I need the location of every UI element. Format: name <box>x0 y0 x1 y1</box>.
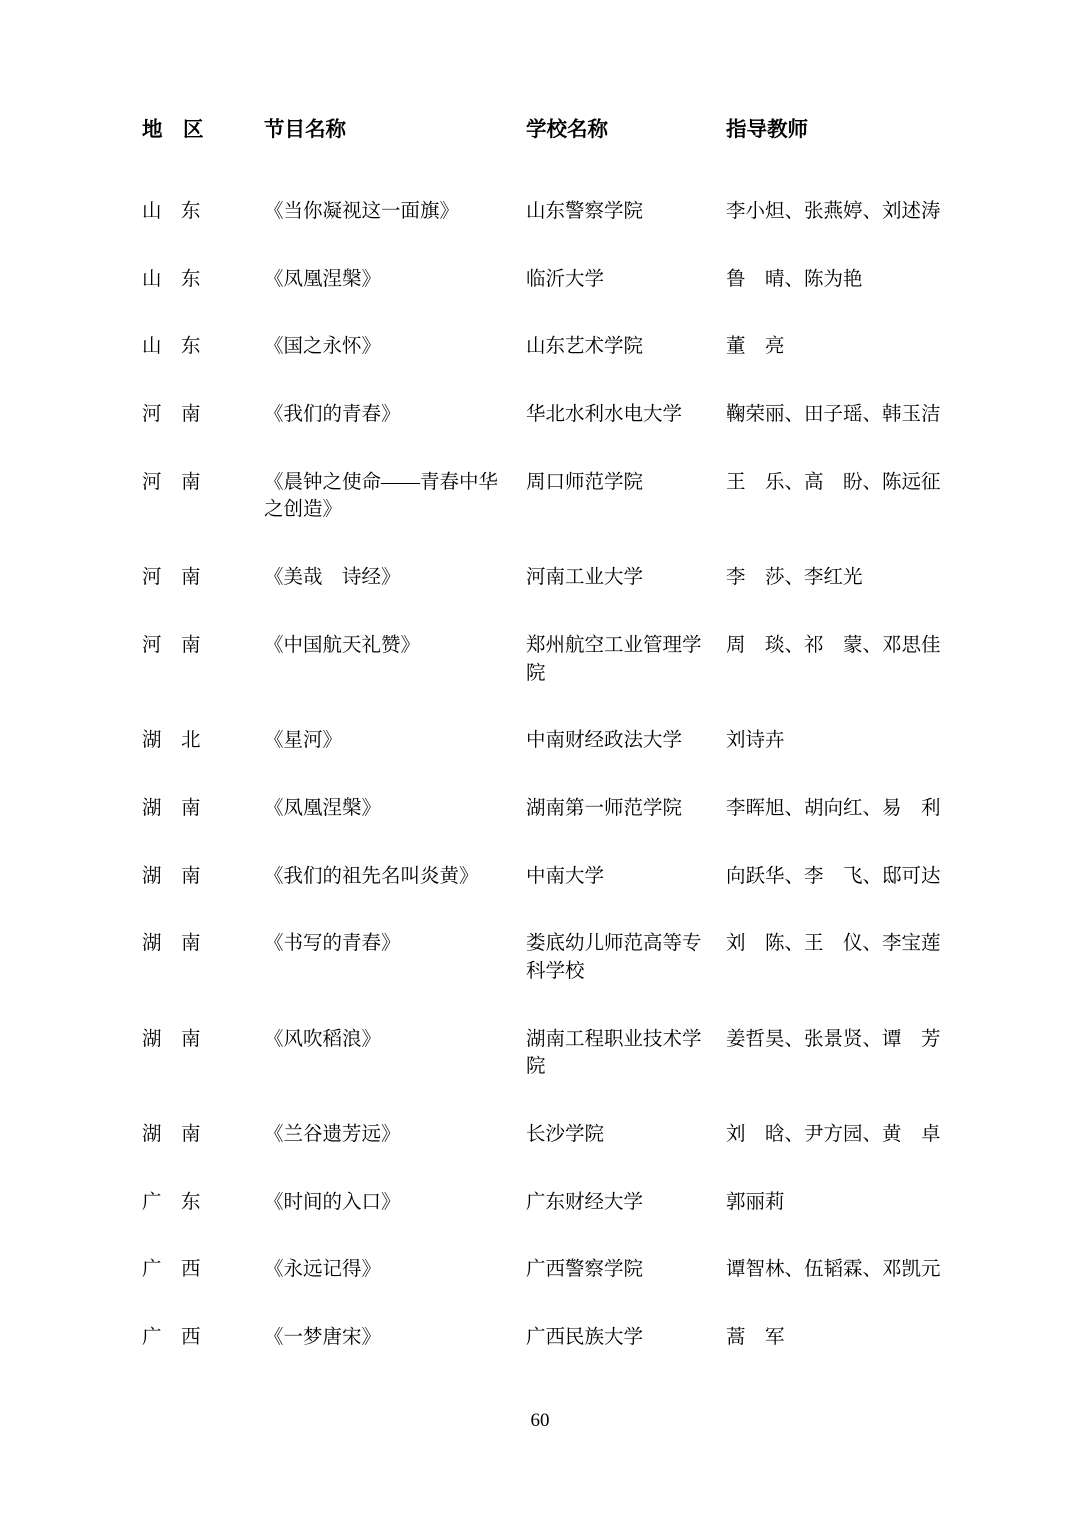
table-row <box>140 632 940 727</box>
cell-program: 《风吹稻浪》 <box>264 1028 382 1050</box>
cell-program: 《凤凰涅槃》 <box>264 268 382 290</box>
cell-program: 《星河》 <box>264 730 343 752</box>
table-row <box>140 266 940 334</box>
cell-region: 广 西 <box>142 1259 201 1281</box>
table-row <box>140 401 940 469</box>
cell-program: 《一梦唐宋》 <box>264 1327 382 1349</box>
cell-school: 周口师范学院 <box>526 471 644 493</box>
table-row <box>140 1026 940 1121</box>
cell-region: 河 南 <box>142 634 201 656</box>
cell-program: 《兰谷遗芳远》 <box>264 1124 401 1145</box>
cell-school: 山东警察学院 <box>526 201 644 222</box>
cell-region: 山 东 <box>142 268 201 290</box>
column-header-program: 节目名称 <box>264 119 346 141</box>
table-row <box>140 1189 940 1257</box>
cell-teacher: 刘 晗、尹方园、黄 卓 <box>726 1124 941 1145</box>
cell-program: 《美哉 诗经》 <box>264 567 401 589</box>
table-row <box>140 863 940 931</box>
table-body <box>140 198 940 1352</box>
cell-school: 河南工业大学 <box>526 567 644 589</box>
cell-school: 郑州航空工业管理学院 <box>526 634 702 684</box>
cell-teacher: 李 莎、李红光 <box>726 567 863 589</box>
cell-region: 河 南 <box>142 404 201 426</box>
column-header-teacher: 指导教师 <box>726 119 808 141</box>
cell-teacher: 刘诗卉 <box>726 730 785 752</box>
page-number: 60 <box>530 1410 550 1431</box>
cell-region: 湖 南 <box>142 1124 201 1145</box>
cell-teacher: 郭丽莉 <box>726 1191 785 1213</box>
cell-program: 《永远记得》 <box>264 1259 382 1281</box>
cell-teacher: 鲁 晴、陈为艳 <box>726 268 863 290</box>
cell-program: 《书写的青春》 <box>264 933 401 955</box>
table-row <box>140 198 940 266</box>
cell-program: 《时间的入口》 <box>264 1191 401 1213</box>
cell-school: 中南财经政法大学 <box>526 730 683 752</box>
cell-school: 临沂大学 <box>526 268 605 290</box>
cell-region: 广 东 <box>142 1191 201 1213</box>
cell-school: 湖南第一师范学院 <box>526 797 683 819</box>
column-header-region: 地 区 <box>142 119 204 141</box>
cell-teacher: 李晖旭、胡向红、易 利 <box>726 797 941 819</box>
cell-region: 湖 南 <box>142 933 201 955</box>
cell-teacher: 鞠荣丽、田子瑶、韩玉洁 <box>726 404 941 426</box>
table-row <box>140 333 940 401</box>
cell-school: 湖南工程职业技术学院 <box>526 1028 702 1078</box>
cell-school: 广西民族大学 <box>526 1327 644 1349</box>
cell-teacher: 蒿 军 <box>726 1327 785 1349</box>
cell-program: 《我们的青春》 <box>264 404 401 426</box>
table-row <box>140 564 940 632</box>
cell-program: 《当你凝视这一面旗》 <box>264 201 460 222</box>
cell-school: 广东财经大学 <box>526 1191 644 1213</box>
table-row <box>140 469 940 564</box>
table-header <box>140 112 940 198</box>
cell-region: 广 西 <box>142 1327 201 1349</box>
cell-program: 《凤凰涅槃》 <box>264 797 382 819</box>
cell-teacher: 李小炟、张燕婷、刘述涛 <box>726 201 941 222</box>
cell-region: 河 南 <box>142 567 201 589</box>
cell-teacher: 刘 陈、王 仪、李宝莲 <box>726 933 941 955</box>
cell-program: 《我们的祖先名叫炎黄》 <box>264 865 479 887</box>
cell-region: 河 南 <box>142 471 201 493</box>
cell-teacher: 谭智林、伍韬霖、邓凯元 <box>726 1259 941 1281</box>
cell-teacher: 周 琰、祁 蒙、邓思佳 <box>726 634 941 656</box>
cell-school: 长沙学院 <box>526 1124 605 1145</box>
cell-teacher: 姜哲昊、张景贤、谭 芳 <box>726 1028 941 1050</box>
award-list-table <box>140 112 940 1352</box>
cell-school: 山东艺术学院 <box>526 336 644 358</box>
table-row <box>140 795 940 863</box>
cell-school: 娄底幼儿师范高等专科学校 <box>526 933 702 982</box>
cell-region: 湖 北 <box>142 730 201 752</box>
cell-region: 山 东 <box>142 201 201 222</box>
table-header-row <box>140 112 940 198</box>
cell-region: 山 东 <box>142 336 201 358</box>
cell-program: 《晨钟之使命——青春中华之创造》 <box>264 471 499 521</box>
cell-teacher: 董 亮 <box>726 336 785 358</box>
table-row <box>140 727 940 795</box>
cell-region: 湖 南 <box>142 797 201 819</box>
table-row <box>140 1121 940 1189</box>
cell-school: 广西警察学院 <box>526 1259 644 1281</box>
table-row <box>140 1256 940 1324</box>
cell-program: 《中国航天礼赞》 <box>264 634 421 656</box>
cell-region: 湖 南 <box>142 865 201 887</box>
cell-school: 中南大学 <box>526 865 605 887</box>
cell-teacher: 王 乐、高 盼、陈远征 <box>726 471 941 493</box>
table-row <box>140 1324 940 1352</box>
cell-teacher: 向跃华、李 飞、邸可达 <box>726 865 941 887</box>
cell-region: 湖 南 <box>142 1028 201 1050</box>
cell-school: 华北水利水电大学 <box>526 404 683 426</box>
cell-program: 《国之永怀》 <box>264 336 382 358</box>
column-header-school: 学校名称 <box>526 119 608 141</box>
table-row <box>140 930 940 1025</box>
